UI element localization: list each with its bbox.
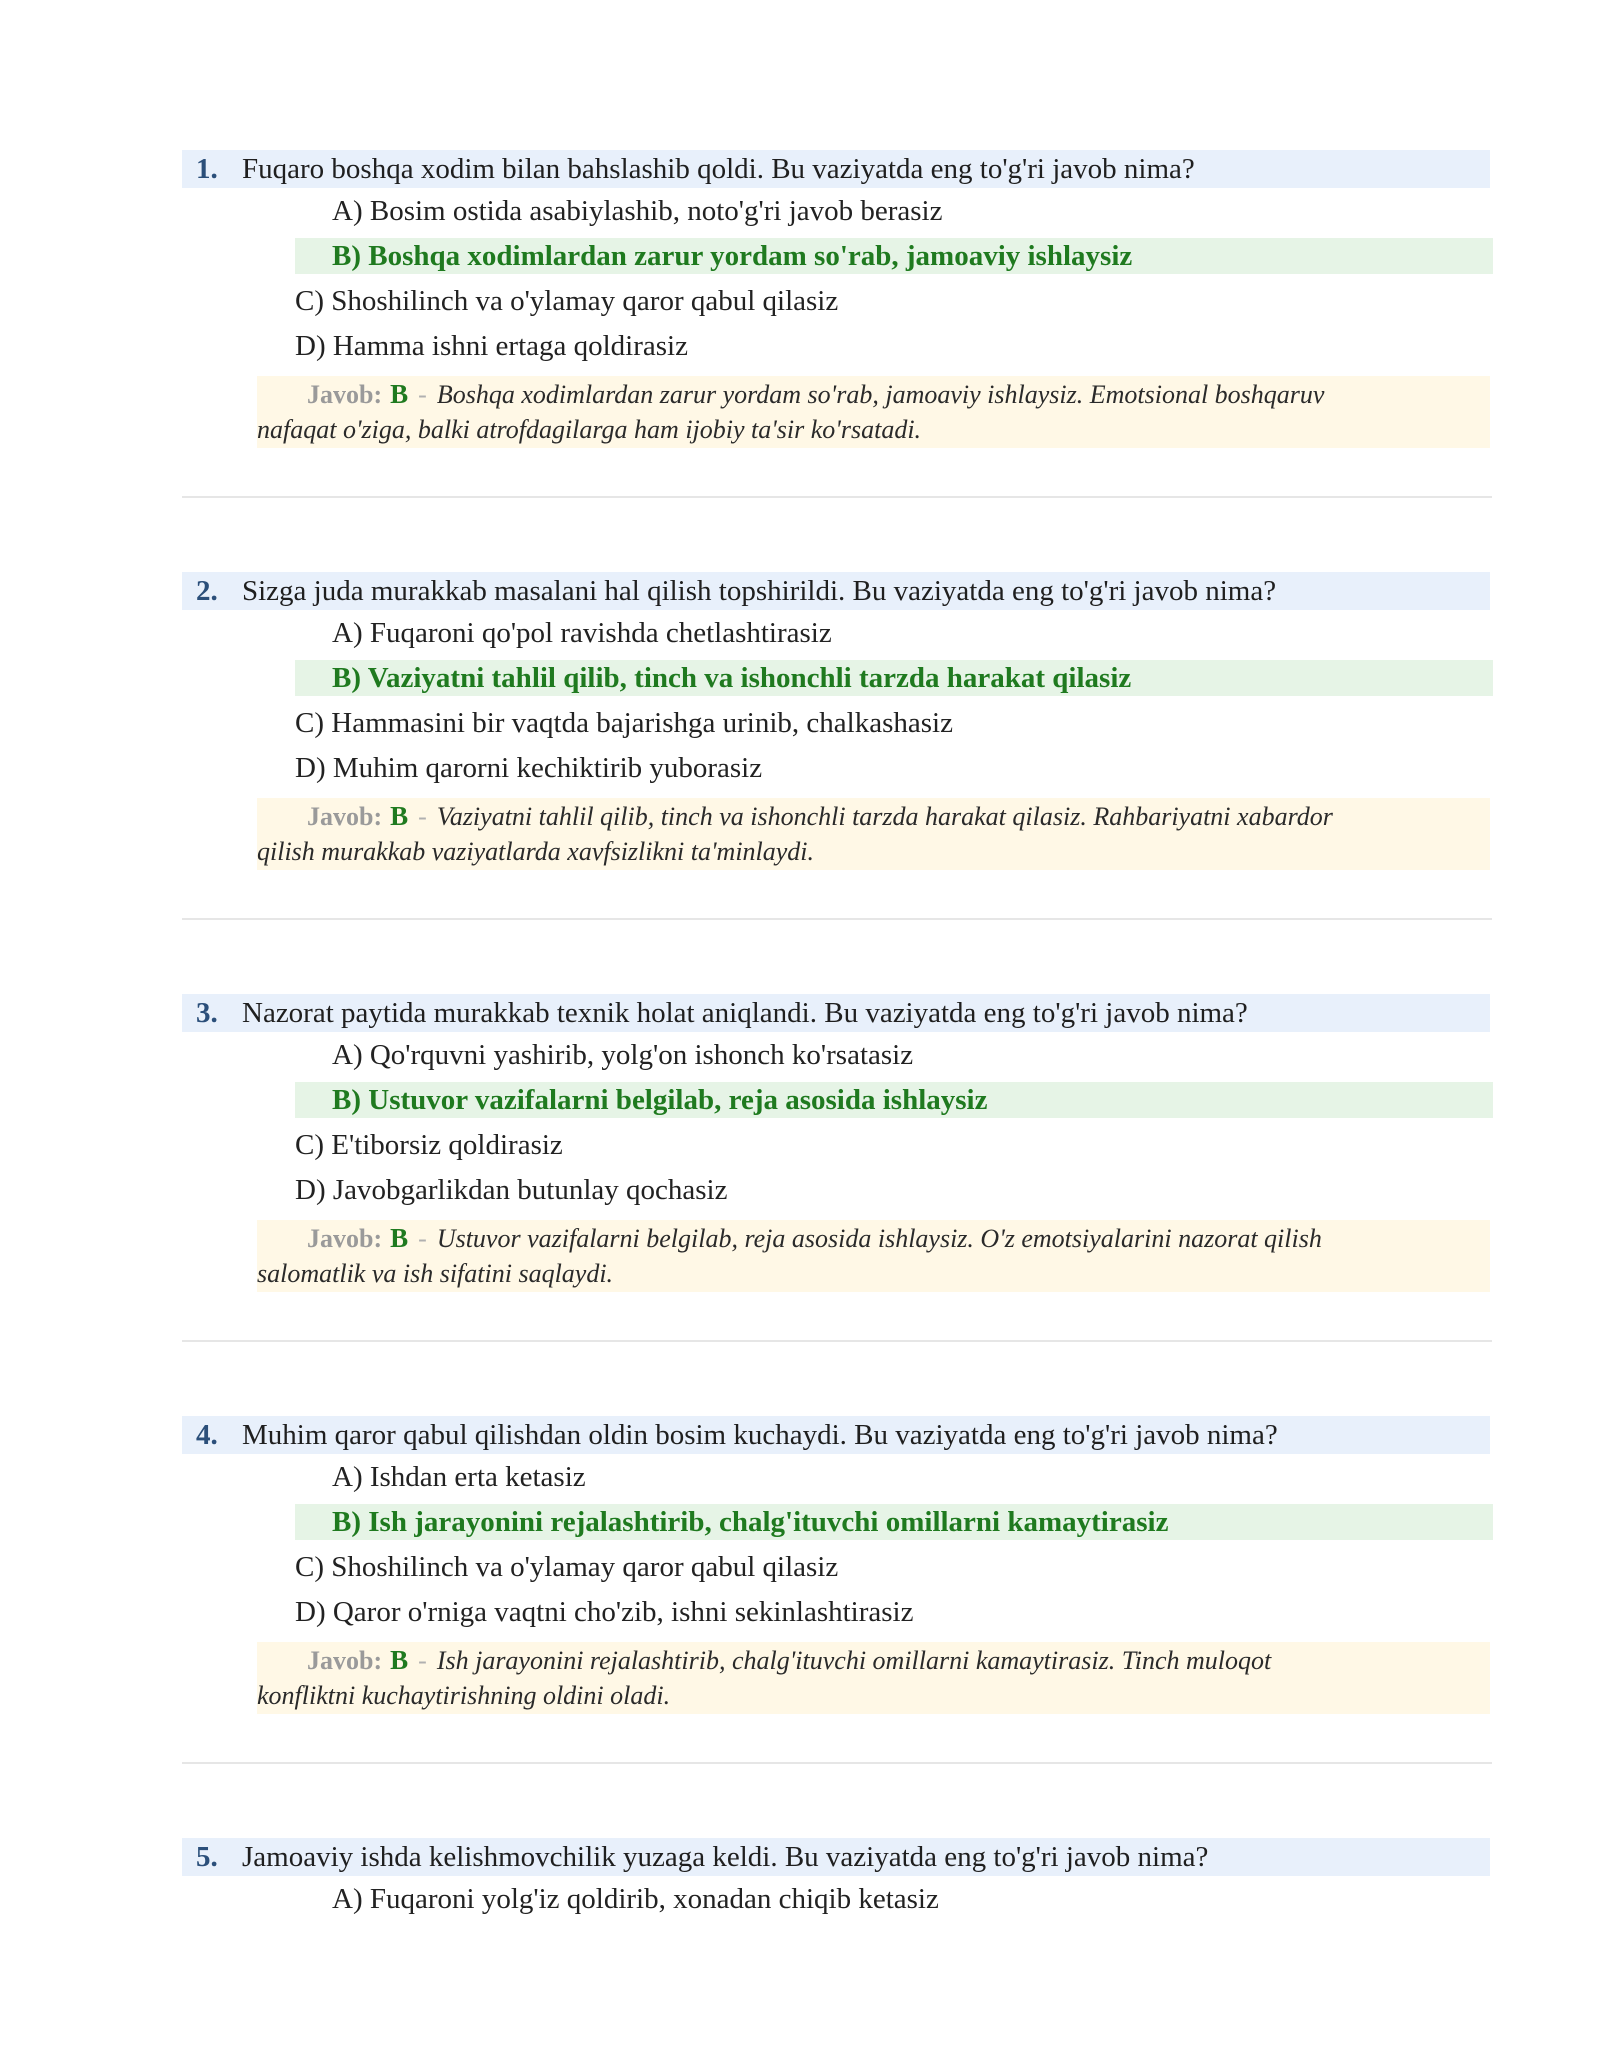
answer-text-line1: Vaziyatni tahlil qilib, tinch va ishonchli tarzda harakat qilasiz. Rahbariyatni xabardor [436,802,1333,831]
question-number: 4. [196,1419,218,1451]
answer-letter: B [390,1645,409,1675]
answer-explanation [257,1642,1490,1714]
answer-text-line1: Boshqa xodimlardan zarur yordam so'rab, jamoaviy ishlaysiz. Emotsional boshqaruv [436,380,1325,409]
divider [182,496,1492,498]
answer-text-line2: salomatlik va ish sifatini saqlaydi. [257,1259,614,1288]
option-c: C) Shoshilinch va o'ylamay qaror qabul qilasiz [295,1551,839,1583]
option-a: A) Qo'rquvni yashirib, yolg'on ishonch ko'rsatasiz [332,1039,914,1071]
answer-text-line2: konfliktni kuchaytirishning oldini oladi. [257,1681,671,1710]
question-number: 1. [196,153,218,185]
answer-dash: - [418,1224,427,1253]
question-number: 3. [196,997,218,1029]
question-text: Muhim qaror qabul qilishdan oldin bosim kuchaydi. Bu vaziyatda eng to'g'ri javob nima? [242,1419,1278,1451]
question-number: 2. [196,575,218,607]
option-c: C) Hammasini bir vaqtda bajarishga urinib, chalkashasiz [295,707,953,739]
divider [182,918,1492,920]
option-b-correct: B) Ish jarayonini rejalashtirib, chalg'ituvchi omillarni kamaytirasiz [332,1506,1169,1538]
question-number: 5. [196,1841,218,1873]
answer-label: Javob: [307,1224,383,1253]
option-a: A) Bosim ostida asabiylashib, noto'g'ri javob berasiz [332,195,943,227]
answer-text-line2: qilish murakkab vaziyatlarda xavfsizlikni ta'minlaydi. [257,837,815,866]
question-header [182,150,1490,188]
question-text: Nazorat paytida murakkab texnik holat aniqlandi. Bu vaziyatda eng to'g'ri javob nima? [242,997,1248,1029]
option-b-correct: B) Boshqa xodimlardan zarur yordam so'rab, jamoaviy ishlaysiz [332,240,1133,272]
answer-dash: - [418,380,427,409]
answer-label: Javob: [307,380,383,409]
option-b-correct: B) Vaziyatni tahlil qilib, tinch va ishonchli tarzda harakat qilasiz [332,662,1132,694]
option-d: D) Hamma ishni ertaga qoldirasiz [295,330,688,362]
question-header [182,572,1490,610]
answer-label: Javob: [307,802,383,831]
question-text: Jamoaviy ishda kelishmovchilik yuzaga keldi. Bu vaziyatda eng to'g'ri javob nima? [242,1841,1209,1873]
answer-label: Javob: [307,1646,383,1675]
answer-dash: - [418,1646,427,1675]
option-a: A) Fuqaroni yolg'iz qoldirib, xonadan chiqib ketasiz [332,1883,939,1915]
question-header [182,994,1490,1032]
option-a: A) Ishdan erta ketasiz [332,1461,586,1493]
answer-dash: - [418,802,427,831]
option-c: C) E'tiborsiz qoldirasiz [295,1129,563,1161]
divider [182,1762,1492,1764]
question-header [182,1838,1490,1876]
option-b-correct: B) Ustuvor vazifalarni belgilab, reja asosida ishlaysiz [332,1084,988,1116]
answer-text-line1: Ish jarayonini rejalashtirib, chalg'ituvchi omillarni kamaytirasiz. Tinch muloqot [436,1646,1272,1675]
divider [182,1340,1492,1342]
question-text: Fuqaro boshqa xodim bilan bahslashib qoldi. Bu vaziyatda eng to'g'ri javob nima? [242,153,1195,185]
option-d: D) Javobgarlikdan butunlay qochasiz [295,1174,728,1206]
question-text: Sizga juda murakkab masalani hal qilish topshirildi. Bu vaziyatda eng to'g'ri javob nima? [242,575,1277,607]
answer-text-line1: Ustuvor vazifalarni belgilab, reja asosida ishlaysiz. O'z emotsiyalarini nazorat qilish [436,1224,1322,1253]
answer-explanation [257,1220,1490,1292]
question-header [182,1416,1490,1454]
option-a: A) Fuqaroni qo'pol ravishda chetlashtirasiz [332,617,832,649]
answer-explanation [257,798,1490,870]
option-d: D) Muhim qarorni kechiktirib yuborasiz [295,752,763,784]
answer-explanation [257,376,1490,448]
option-c: C) Shoshilinch va o'ylamay qaror qabul qilasiz [295,285,839,317]
answer-text-line2: nafaqat o'ziga, balki atrofdagilarga ham ijobiy ta'sir ko'rsatadi. [257,415,922,444]
answer-letter: B [390,1223,409,1253]
answer-letter: B [390,801,409,831]
answer-letter: B [390,379,409,409]
option-d: D) Qaror o'rniga vaqtni cho'zib, ishni sekinlashtirasiz [295,1596,914,1628]
